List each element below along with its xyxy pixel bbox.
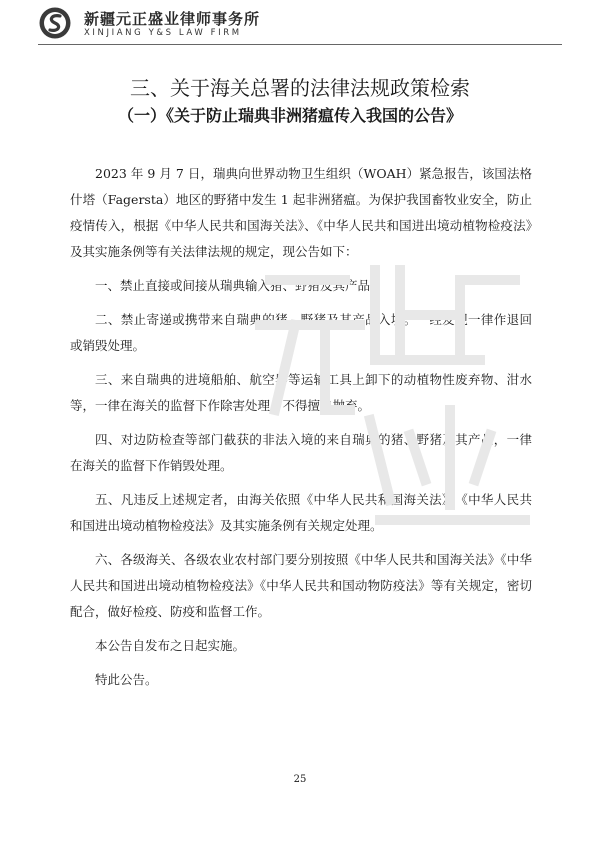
paragraph-item-5: 五、凡违反上述规定者，由海关依照《中华人民共和国海关法》、《中华人民共和国进出境动植物检疫法》及其实施条例有关规定处理。 [70,492,532,533]
paragraph-item-1: 一、禁止直接或间接从瑞典输入猪、野猪及其产品。 [95,278,383,293]
firm-name-en: XINJIANG Y&S LAW FIRM [84,28,242,38]
announcement-body [70,161,532,701]
header-divider [38,44,562,45]
paragraph-item-6: 六、各级海关、各级农业农村部门要分别按照《中华人民共和国海关法》《中华人民共和国进出境动植物检疫法》《中华人民共和国动物防疫法》等有关规定，密切配合，做好检疫、防疫和监督工作。 [70,552,532,619]
firm-name-cn: 新疆元正盛业律师事务所 [84,10,261,28]
paragraph-item-4: 四、对边防检查等部门截获的非法入境的来自瑞典的猪、野猪及其产品，一律在海关的监督下作销毁处理。 [70,432,532,473]
paragraph-item-3: 三、来自瑞典的进境船舶、航空器等运输工具上卸下的动植物性废弃物、泔水等，一律在海关的监督下作除害处理，不得擅自抛弃。 [70,372,532,413]
paragraph-closing: 特此公告。 [95,672,158,687]
paragraph-intro: 2023 年 9 月 7 日，瑞典向世界动物卫生组织（WOAH）紧急报告，该国法格什塔（Fagersta）地区的野猪中发生 1 起非洲猪瘟。为保护我国畜牧业安全，防止疫情传入，根据《中华人民共和国海关法》、《中华人民共和国进出境动植物检疫法》及其实施条例等有关法律法规的规定，现公告如下： [70,166,532,259]
paragraph-effective: 本公告自发布之日起实施。 [95,638,246,653]
section-title: 三、关于海关总署的法律法规政策检索 [130,76,470,100]
page-number: 25 [293,774,307,785]
letterhead [38,6,562,40]
firm-logo-icon [38,6,72,40]
paragraph-item-2: 二、禁止寄递或携带来自瑞典的猪、野猪及其产品入境。一经发现一律作退回或销毁处理。 [70,312,532,353]
subsection-title: （一）《关于防止瑞典非洲猪瘟传入我国的公告》 [118,106,463,125]
